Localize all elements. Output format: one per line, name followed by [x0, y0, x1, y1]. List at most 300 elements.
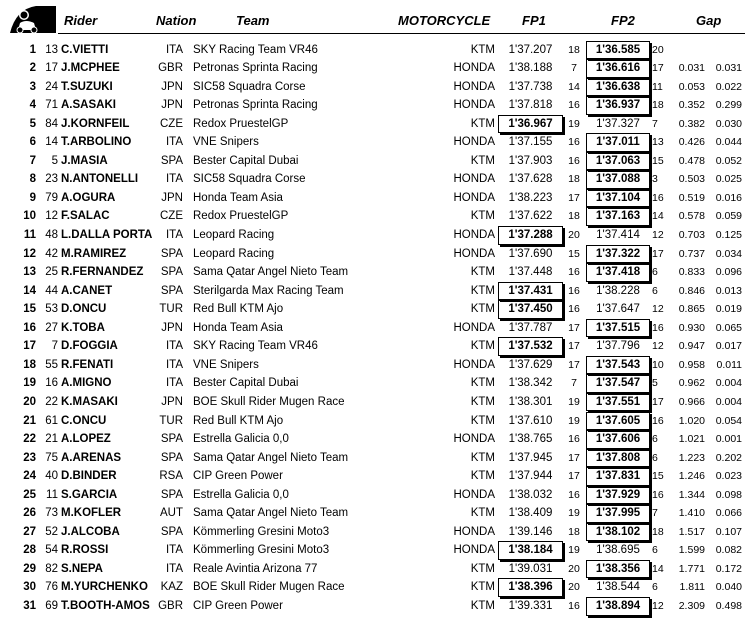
nation: SPA	[160, 433, 183, 446]
fp1-laps: 16	[568, 284, 580, 297]
gap-to-leader: 0.958	[678, 358, 705, 371]
table-row	[0, 170, 745, 189]
fp2-laps: 17	[652, 395, 664, 408]
table-row	[0, 207, 745, 226]
gap-to-leader: 0.962	[678, 377, 705, 390]
gap-to-leader: 0.737	[678, 247, 705, 260]
gap-to-leader: 1.811	[679, 581, 705, 594]
fp2-time: 1'37.322	[586, 245, 650, 264]
motorcycle: KTM	[470, 600, 495, 612]
fp2-time: 1'37.515	[586, 319, 650, 338]
gap-to-previous: 0.030	[715, 117, 742, 130]
fp1-laps: 16	[568, 136, 580, 149]
rider-number: 52	[45, 525, 58, 538]
table-row	[0, 41, 745, 60]
fp1-time: 1'38.032	[508, 488, 553, 501]
fp2-time: 1'37.808	[586, 449, 650, 468]
team-name: Estrella Galicia 0,0	[193, 488, 289, 501]
nation: RSA	[159, 470, 183, 483]
position: 23	[23, 451, 36, 464]
table-row	[0, 300, 745, 319]
fp1-laps: 7	[571, 62, 577, 75]
team-name: Petronas Sprinta Racing	[193, 62, 318, 75]
gap-to-previous: 0.054	[715, 414, 742, 427]
fp2-time: 1'37.063	[586, 152, 650, 171]
table-row	[0, 449, 745, 468]
rider-name: C.ONCU	[61, 414, 107, 427]
team-name: Petronas Sprinta Racing	[193, 99, 318, 112]
gap-to-previous: 0.016	[715, 191, 742, 204]
fp1-time: 1'37.690	[508, 247, 553, 260]
gap-to-previous: 0.044	[715, 136, 742, 149]
nation: CZE	[160, 210, 183, 223]
table-row	[0, 245, 745, 264]
gap-to-leader: 0.382	[678, 117, 705, 130]
rider-number: 13	[45, 43, 58, 56]
position: 6	[29, 136, 36, 149]
fp2-time: 1'37.418	[586, 263, 650, 282]
rider-name: M.KOFLER	[61, 507, 122, 520]
table-header	[0, 0, 745, 38]
fp1-laps: 18	[568, 173, 580, 186]
rider-number: 54	[45, 544, 58, 557]
rider-number: 40	[45, 470, 58, 483]
fp2-laps: 6	[652, 266, 658, 279]
fp2-laps: 7	[652, 117, 658, 130]
rider-number: 7	[51, 340, 58, 353]
fp1-laps: 19	[568, 507, 580, 520]
motorcycle: KTM	[470, 377, 495, 390]
rider-name: K.TOBA	[61, 321, 105, 334]
nation: GBR	[158, 62, 183, 75]
team-name: SIC58 Squadra Corse	[193, 80, 306, 93]
fp2-time: 1'38.228	[596, 284, 640, 297]
rider-name: L.DALLA PORTA	[61, 229, 153, 241]
position: 26	[23, 507, 36, 520]
motorcycle: KTM	[470, 451, 495, 464]
team-name: Honda Team Asia	[193, 191, 283, 204]
fp1-time: 1'38.188	[508, 62, 553, 75]
fp1-time: 1'37.629	[508, 358, 553, 371]
fp1-laps: 15	[568, 247, 580, 260]
team-name: Redox PruestelGP	[193, 210, 289, 223]
table-row	[0, 226, 745, 245]
motorcycle: HONDA	[453, 191, 495, 204]
rider-name: C.VIETTI	[61, 43, 109, 56]
fp1-time: 1'37.903	[508, 154, 553, 167]
rider-number: 82	[45, 562, 58, 575]
table-row	[0, 560, 745, 579]
team-name: Sama Qatar Angel Nieto Team	[193, 507, 349, 520]
table-row	[0, 504, 745, 523]
rider-number: 24	[45, 80, 58, 93]
fp1-laps: 17	[568, 451, 580, 464]
rider-number: 21	[45, 433, 58, 446]
fp1-laps: 16	[568, 266, 580, 279]
gap-to-leader: 0.578	[678, 210, 705, 223]
nation: SPA	[160, 525, 183, 538]
fp1-time: 1'37.610	[508, 414, 553, 427]
fp2-time: 1'37.605	[586, 412, 650, 431]
team-name: SKY Racing Team VR46	[193, 43, 318, 56]
rider-name: A.SASAKI	[61, 99, 116, 112]
gap-to-leader: 0.930	[678, 321, 705, 334]
position: 17	[23, 340, 36, 353]
motorcycle: KTM	[470, 581, 495, 594]
position: 5	[29, 117, 36, 130]
fp2-laps: 16	[652, 414, 664, 427]
table-row	[0, 374, 745, 393]
fp1-laps: 19	[568, 544, 580, 557]
gap-to-previous: 0.125	[715, 229, 742, 241]
fp1-time: 1'37.628	[508, 173, 553, 186]
position: 28	[23, 544, 36, 557]
motorcycle: KTM	[470, 154, 495, 167]
nation: SPA	[160, 284, 183, 297]
fp1-laps: 17	[568, 470, 580, 483]
team-name: Reale Avintia Arizona 77	[193, 562, 318, 575]
nation: JPN	[161, 80, 183, 93]
fp1-time: 1'38.301	[508, 395, 553, 408]
position: 7	[29, 154, 36, 167]
fp2-time: 1'36.638	[586, 78, 650, 97]
fp2-time: 1'37.088	[586, 170, 650, 189]
fp1-laps: 7	[571, 377, 577, 390]
fp1-time: 1'37.431	[498, 282, 563, 301]
motorcycle: HONDA	[453, 62, 495, 75]
fp2-time: 1'37.414	[596, 229, 640, 241]
position: 15	[23, 303, 36, 316]
nation: ITA	[165, 358, 183, 371]
rider-name: A.CANET	[61, 284, 113, 297]
rider-number: 61	[45, 414, 58, 427]
rider-number: 76	[45, 581, 58, 594]
fp1-time: 1'37.945	[508, 451, 553, 464]
fp1-time: 1'38.409	[508, 507, 553, 520]
position: 16	[23, 321, 36, 334]
fp2-laps: 17	[652, 247, 664, 260]
fp2-laps: 14	[652, 210, 664, 223]
gap-to-previous: 0.040	[715, 581, 742, 594]
table-row	[0, 319, 745, 338]
gap-to-previous: 0.172	[715, 562, 742, 575]
rider-name: D.BINDER	[61, 470, 117, 483]
col-header-team: Team	[236, 13, 270, 28]
fp2-laps: 6	[652, 451, 658, 464]
col-header-rider: Rider	[64, 13, 98, 28]
position: 21	[23, 414, 36, 427]
fp2-laps: 12	[652, 340, 664, 353]
rider-number: 5	[51, 154, 58, 167]
team-name: Bester Capital Dubai	[193, 377, 299, 390]
rider-name: M.RAMIREZ	[61, 247, 127, 260]
table-row	[0, 523, 745, 542]
gap-to-leader: 1.771	[678, 562, 705, 575]
rider-number: 71	[45, 99, 58, 112]
rider-name: D.FOGGIA	[61, 340, 118, 353]
nation: ITA	[165, 340, 183, 353]
nation: ITA	[165, 173, 183, 186]
fp1-laps: 18	[568, 525, 580, 538]
rider-name: J.ALCOBA	[61, 525, 120, 538]
fp2-laps: 15	[652, 470, 664, 483]
gap-to-leader: 2.309	[678, 600, 705, 612]
nation: ITA	[165, 562, 183, 575]
team-name: Leopard Racing	[193, 247, 275, 260]
fp2-time: 1'37.995	[586, 504, 650, 523]
col-header-gap: Gap	[696, 13, 722, 28]
position: 24	[23, 470, 36, 483]
fp2-time: 1'37.547	[586, 374, 650, 393]
rider-name: A.LOPEZ	[61, 433, 111, 446]
gap-to-leader: 0.352	[678, 99, 705, 112]
table-row	[0, 263, 745, 282]
table-row	[0, 337, 745, 356]
rider-name: J.KORNFEIL	[61, 117, 130, 130]
gap-to-leader: 0.503	[678, 173, 705, 186]
motorcycle: KTM	[470, 470, 495, 483]
fp1-time: 1'37.738	[508, 80, 553, 93]
team-name: Leopard Racing	[193, 229, 275, 241]
gap-to-previous: 0.013	[715, 284, 742, 297]
gap-to-leader: 0.846	[678, 284, 705, 297]
nation: JPN	[161, 321, 183, 334]
fp1-laps: 14	[568, 80, 580, 93]
rider-name: S.NEPA	[61, 562, 103, 575]
team-name: Sterilgarda Max Racing Team	[193, 284, 344, 297]
fp1-laps: 17	[568, 191, 580, 204]
motorcycle: KTM	[470, 414, 495, 427]
team-name: BOE Skull Rider Mugen Race	[193, 395, 345, 408]
fp2-time: 1'38.695	[596, 544, 640, 557]
gap-to-leader: 0.865	[678, 303, 705, 316]
rider-number: 84	[45, 117, 58, 130]
motorcycle: KTM	[470, 562, 495, 575]
fp1-laps: 16	[568, 154, 580, 167]
team-name: SKY Racing Team VR46	[193, 340, 318, 353]
motorcycle: KTM	[470, 395, 495, 408]
motorcycle: HONDA	[453, 229, 495, 241]
fp2-laps: 16	[652, 488, 664, 501]
gap-to-leader: 1.020	[678, 414, 705, 427]
motorcycle: HONDA	[453, 247, 495, 260]
rider-name: T.BOOTH-AMOS	[61, 600, 150, 612]
team-name: Sama Qatar Angel Nieto Team	[193, 451, 349, 464]
fp2-laps: 3	[652, 173, 658, 186]
nation: JPN	[161, 191, 183, 204]
gap-to-previous: 0.001	[715, 433, 742, 446]
rider-name: A.MIGNO	[61, 377, 112, 390]
gap-to-previous: 0.031	[715, 62, 742, 75]
col-header-fp1: FP1	[522, 13, 546, 28]
fp1-time: 1'37.155	[508, 136, 553, 149]
rider-number: 44	[45, 284, 58, 297]
team-name: VNE Snipers	[193, 136, 259, 149]
nation: SPA	[160, 488, 183, 501]
motorcycle: HONDA	[453, 321, 495, 334]
table-row	[0, 486, 745, 505]
motorcycle: HONDA	[453, 99, 495, 112]
table-row	[0, 189, 745, 208]
team-name: Kömmerling Gresini Moto3	[193, 544, 330, 557]
fp1-time: 1'39.146	[508, 525, 553, 538]
fp1-laps: 17	[568, 358, 580, 371]
fp1-time: 1'38.184	[498, 541, 563, 560]
fp1-laps: 20	[568, 562, 580, 575]
motorcycle: KTM	[470, 340, 495, 353]
team-name: Kömmerling Gresini Moto3	[193, 525, 330, 538]
nation: ITA	[165, 544, 183, 557]
table-row	[0, 578, 745, 597]
nation: KAZ	[160, 581, 183, 594]
fp2-laps: 17	[652, 62, 664, 75]
gap-to-previous: 0.299	[715, 99, 742, 112]
rider-name: R.FENATI	[61, 358, 114, 371]
fp1-time: 1'37.944	[508, 470, 553, 483]
motorcycle-rider-icon	[6, 3, 58, 35]
motorcycle: KTM	[470, 266, 495, 279]
fp1-time: 1'37.787	[508, 321, 553, 334]
team-name: Bester Capital Dubai	[193, 154, 299, 167]
nation: CZE	[160, 117, 183, 130]
rider-name: K.MASAKI	[61, 395, 118, 408]
nation: SPA	[160, 451, 183, 464]
table-row	[0, 78, 745, 97]
motorcycle: HONDA	[453, 544, 495, 557]
gap-to-previous: 0.019	[715, 303, 742, 316]
position: 1	[29, 43, 36, 56]
position: 29	[23, 562, 36, 575]
team-name: VNE Snipers	[193, 358, 259, 371]
motorcycle: HONDA	[453, 358, 495, 371]
position: 27	[23, 525, 36, 538]
fp1-laps: 16	[568, 99, 580, 112]
rider-number: 23	[45, 173, 58, 186]
table-row	[0, 282, 745, 301]
position: 8	[29, 173, 36, 186]
fp1-laps: 16	[568, 488, 580, 501]
rider-number: 12	[45, 210, 58, 223]
fp2-laps: 7	[652, 507, 658, 520]
gap-to-leader: 1.344	[678, 488, 705, 501]
nation: ITA	[165, 377, 183, 390]
position: 25	[23, 488, 36, 501]
gap-to-previous: 0.011	[716, 358, 742, 371]
rider-name: T.SUZUKI	[61, 80, 113, 93]
fp2-laps: 12	[652, 303, 664, 316]
fp2-laps: 20	[652, 43, 664, 56]
position: 11	[23, 229, 36, 241]
rider-number: 79	[45, 191, 58, 204]
gap-to-leader: 1.599	[678, 544, 705, 557]
fp1-time: 1'38.396	[498, 578, 563, 597]
fp2-time: 1'37.647	[596, 303, 640, 316]
motorcycle: HONDA	[453, 80, 495, 93]
motorcycle: KTM	[470, 210, 495, 223]
motorcycle: KTM	[470, 284, 495, 297]
fp2-time: 1'38.102	[586, 523, 650, 542]
rider-number: 73	[45, 507, 58, 520]
gap-to-previous: 0.065	[715, 321, 742, 334]
fp2-laps: 11	[652, 80, 663, 93]
position: 22	[23, 433, 36, 446]
fp2-time: 1'36.937	[586, 96, 650, 115]
fp1-time: 1'38.223	[508, 191, 553, 204]
nation: ITA	[165, 229, 183, 241]
fp2-laps: 6	[652, 544, 658, 557]
fp2-time: 1'37.796	[596, 340, 640, 353]
team-name: CIP Green Power	[193, 470, 283, 483]
team-name: Red Bull KTM Ajo	[193, 303, 284, 316]
table-row	[0, 96, 745, 115]
fp2-laps: 16	[652, 321, 664, 334]
rider-name: S.GARCIA	[61, 488, 118, 501]
nation: AUT	[160, 507, 183, 520]
team-name: Red Bull KTM Ajo	[193, 414, 284, 427]
position: 18	[23, 358, 36, 371]
gap-to-leader: 0.053	[678, 80, 705, 93]
team-name: Redox PruestelGP	[193, 117, 289, 130]
fp2-time: 1'37.543	[586, 356, 650, 375]
gap-to-previous: 0.202	[715, 451, 742, 464]
table-row	[0, 412, 745, 431]
fp1-laps: 17	[568, 340, 580, 353]
fp2-time: 1'38.894	[586, 597, 650, 616]
gap-to-previous: 0.052	[715, 154, 742, 167]
rider-name: J.MASIA	[61, 154, 108, 167]
table-row	[0, 59, 745, 78]
position: 9	[29, 191, 36, 204]
rider-number: 22	[45, 395, 58, 408]
gap-to-previous: 0.066	[715, 507, 742, 520]
gap-to-leader: 0.703	[678, 229, 705, 241]
fp1-laps: 17	[568, 321, 580, 334]
rider-number: 11	[46, 488, 58, 501]
gap-to-previous: 0.004	[715, 377, 742, 390]
fp2-time: 1'37.606	[586, 430, 650, 449]
fp1-laps: 19	[568, 395, 580, 408]
gap-to-previous: 0.059	[715, 210, 742, 223]
table-row	[0, 152, 745, 171]
gap-to-previous: 0.022	[715, 80, 742, 93]
fp2-laps: 5	[652, 377, 658, 390]
fp2-laps: 12	[652, 229, 664, 241]
fp2-laps: 15	[652, 154, 664, 167]
col-header-fp2: FP2	[611, 13, 635, 28]
position: 12	[23, 247, 36, 260]
rider-number: 25	[45, 266, 58, 279]
position: 2	[29, 62, 36, 75]
fp1-time: 1'37.207	[508, 43, 553, 56]
header-divider	[58, 33, 745, 34]
motorcycle: KTM	[470, 303, 495, 316]
gap-to-leader: 0.519	[678, 191, 705, 204]
fp1-laps: 18	[568, 43, 580, 56]
fp1-time: 1'37.622	[508, 210, 553, 223]
fp2-time: 1'37.163	[586, 207, 650, 226]
nation: TUR	[159, 303, 183, 316]
rider-number: 14	[45, 136, 58, 149]
position: 20	[23, 395, 36, 408]
fp1-time: 1'37.532	[498, 337, 563, 356]
col-header-motorcycle: MOTORCYCLE	[398, 13, 491, 28]
gap-to-leader: 0.426	[678, 136, 705, 149]
motorcycle: KTM	[470, 507, 495, 520]
fp1-time: 1'38.765	[508, 433, 553, 446]
nation: JPN	[161, 99, 183, 112]
fp1-time: 1'37.448	[508, 266, 553, 279]
gap-to-leader: 1.246	[678, 470, 705, 483]
